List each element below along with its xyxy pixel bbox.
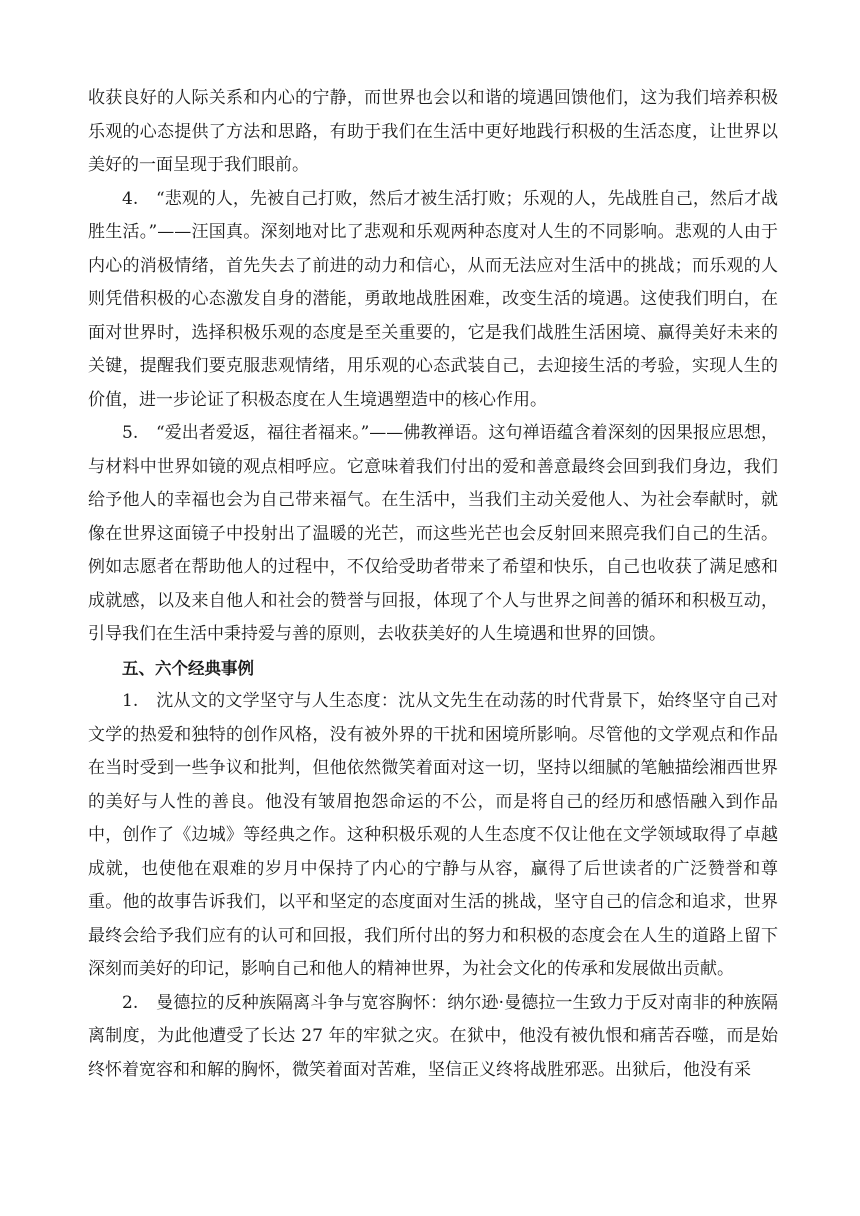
case-number: 1. xyxy=(122,691,139,711)
quote-number: 4. xyxy=(122,188,139,209)
quote-item-4 xyxy=(88,183,778,418)
case-item-1 xyxy=(88,685,778,987)
document-page xyxy=(88,82,778,1087)
quote-text: “爱出者爱返，福往者福来。”——佛教禅语。这句禅语蕴含着深刻的因果报应思想，与材料中世界如镜的观点相呼应。它意味着我们付出的爱和善意最终会回到我们身边，我们给予他人的幸福也会为自己带来福气。在生活中，当我们主动关爱他人、为社会奉献时，就像在世界这面镜子中投射出了温暖的光芒，而这些光芒也会反射回来照亮我们自己的生活。例如志愿者在帮助他人的过程中，不仅给受助者带来了希望和快乐，自己也收获了满足感和成就感，以及来自他人和社会的赞誉与回报，体现了个人与世界之间善的循环和积极互动，引导我们在生活中秉持爱与善的原则，去收获美好的人生境遇和世界的回馈。 xyxy=(88,423,778,644)
case-text: 沈从文的文学坚守与人生态度：沈从文先生在动荡的时代背景下，始终坚守自己对文学的热爱和独特的创作风格，没有被外界的干扰和困境所影响。尽管他的文学观点和作品在当时受到一些争议和批判，但他依然微笑着面对这一切，坚持以细腻的笔触描绘湘西世界的美好与人性的善良。他没有皱眉抱怨命运的不公，而是将自己的经历和感悟融入到作品中，创作了《边城》等经典之作。这种积极乐观的人生态度不仅让他在文学领域取得了卓越成就，也使他在艰难的岁月中保持了内心的宁静与从容，赢得了后世读者的广泛赞誉和尊重。他的故事告诉我们，以平和坚定的态度面对生活的挑战，坚守自己的信念和追求，世界最终会给予我们应有的认可和回报，我们所付出的努力和积极的态度会在人生的道路上留下深刻而美好的印记，影响自己和他人的精神世界，为社会文化的传承和发展做出贡献。 xyxy=(88,691,778,979)
case-number: 2. xyxy=(122,992,139,1013)
case-text: 曼德拉的反种族隔离斗争与宽容胸怀：纳尔逊·曼德拉一生致力于反对南非的种族隔离制度，为此他遭受了长达 27 年的牢狱之灾。在狱中，他没有被仇恨和痛苦吞噬，而是始终怀着宽容和和解的胸怀，微笑着面对苦难，坚信正义终将战胜邪恶。出狱后，他没有采 xyxy=(88,992,778,1080)
quote-number: 5. xyxy=(122,423,139,443)
quote-item-5 xyxy=(88,417,778,652)
section-heading: 五、六个经典事例 xyxy=(122,658,254,678)
case-item-2 xyxy=(88,987,778,1088)
continuation-paragraph: 收获良好的人际关系和内心的宁静，而世界也会以和谐的境遇回馈他们，这为我们培养积极乐观的心态提供了方法和思路，有助于我们在生活中更好地践行积极的生活态度，让世界以美好的一面呈现于我们眼前。 xyxy=(88,88,778,175)
quote-text: “悲观的人，先被自己打败，然后才被生活打败；乐观的人，先战胜自己，然后才战胜生活。”——汪国真。深刻地对比了悲观和乐观两种态度对人生的不同影响。悲观的人由于内心的消极情绪，首先失去了前进的动力和信心，从而无法应对生活中的挑战；而乐观的人则凭借积极的心态激发自身的潜能，勇敢地战胜困难，改变生活的境遇。这使我们明白，在面对世界时，选择积极乐观的态度是至关重要的，它是我们战胜生活困境、赢得美好未来的关键，提醒我们要克服悲观情绪，用乐观的心态武装自己，去迎接生活的考验，实现人生的价值，进一步论证了积极态度在人生境遇塑造中的核心作用。 xyxy=(88,188,778,410)
